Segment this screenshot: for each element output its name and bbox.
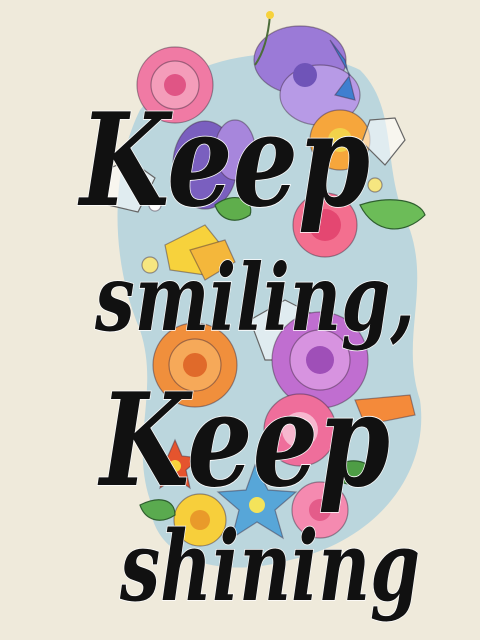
lettering-line-2: smiling,	[94, 244, 416, 352]
bud-top	[266, 11, 274, 19]
small-daisy-2	[368, 178, 382, 192]
lettering-line-4: shining	[119, 510, 421, 623]
lettering-line-3: Keep	[97, 366, 390, 516]
lettering-line-1: Keep	[77, 86, 370, 236]
